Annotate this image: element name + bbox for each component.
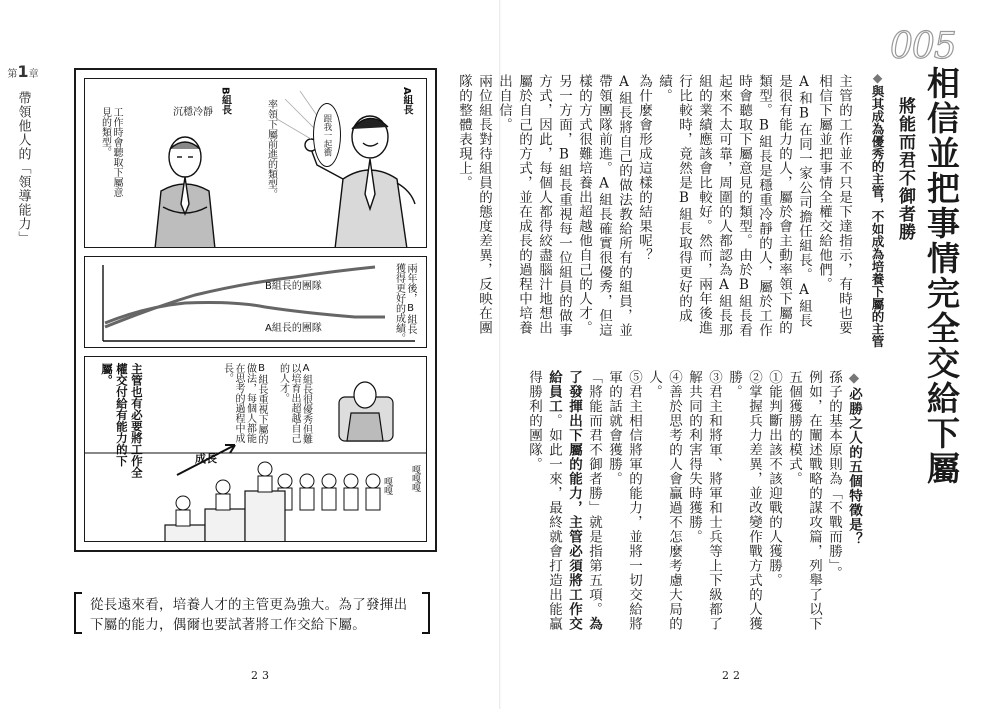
panel-1-caption-b-sub: 沉穩冷靜 bbox=[173, 107, 213, 118]
sub-title: 將能而君不御者勝 bbox=[895, 97, 915, 241]
body-paragraph-8 bbox=[524, 370, 604, 640]
list-item-2: ②掌握兵力差異，並改變作戰方式的人獲勝。 bbox=[726, 370, 762, 631]
heading-text: 必勝之人的五個特徵是？ bbox=[846, 387, 862, 547]
main-title: 相信並把事情完全交給下屬 bbox=[922, 66, 961, 486]
list-item-1: ①能判斷出該不該迎戰的人獲勝。 bbox=[766, 370, 782, 588]
lead-marker: ◆ bbox=[870, 70, 885, 85]
chapter-number bbox=[7, 62, 38, 81]
comic-panel-1 bbox=[84, 78, 427, 248]
panel-3-message: 主管也有必要將工作全權交付給有能力的下屬。 bbox=[99, 363, 144, 478]
body-paragraph-7: 例如，在闡述戰略的謀攻篇，列舉了以下五個獲勝的模式。 bbox=[786, 370, 822, 631]
page-number-right: 22 bbox=[722, 669, 744, 682]
body-paragraph-3: 為什麼會形成這樣的結果呢？ bbox=[636, 74, 652, 263]
panel-1-caption-b-title: B組長 bbox=[219, 87, 231, 115]
lead-text: 與其成為優秀的主管，不如成為培養下屬的主管 bbox=[870, 85, 885, 348]
heading-marker: ◆ bbox=[846, 370, 862, 387]
seated-leader-figure bbox=[339, 382, 393, 441]
body-column-upper bbox=[456, 74, 854, 342]
panel-1-caption-a-title: A組長 bbox=[401, 87, 412, 115]
para8-post: 。如此一來，最終就會打造出能贏得勝利的團隊。 bbox=[526, 370, 562, 631]
body-paragraph-5: 兩位組長對待組員的態度差異，反映在團隊的整體表現上。 bbox=[456, 74, 492, 335]
chapter-number-value: 1 bbox=[17, 62, 29, 81]
panel-3-caption-a: A組長很優秀但難以培育出超越自己的人才。 bbox=[277, 363, 312, 444]
panel-1-caption-b-body: 工作時會聽取下屬意見的類型。 bbox=[99, 107, 122, 197]
list-item-4: ④善於思考的人會贏過不怎麼考慮大局的人。 bbox=[646, 370, 682, 631]
chapter-title: 帶領他人的「領導能力」 bbox=[15, 91, 31, 245]
section-heading bbox=[844, 370, 864, 640]
audience-figures bbox=[278, 474, 380, 510]
panel-3-caption-b: B組長重視下屬的做法，每個人都能在思考的過程中成長。 bbox=[221, 363, 267, 444]
body-column-lower bbox=[526, 370, 864, 640]
comic-panel-3 bbox=[84, 356, 427, 542]
chapter-tab bbox=[4, 62, 42, 245]
chapter-label-post: 章 bbox=[28, 69, 39, 80]
para8-pre: 「將能而君不御者勝」就是指第五項。 bbox=[586, 370, 602, 617]
panel-1-caption-a-body: 率領下屬前進的類型。 bbox=[265, 99, 277, 199]
body-paragraph-2: A和B在同一家公司擔任組長。A組長是很有能力的人，屬於會主動率領下屬的類型。B組長是穩重冷靜的人，屬於工作時會聽取下屬意見的類型。由於B組長看起來不太可靠，周圍的人都認為A組長那組的業績應該會比較好。然而，兩年後進行比較時，竟然是B組長取得更好的成績。 bbox=[656, 74, 812, 338]
panel-3-growth-label: 成長 bbox=[195, 452, 217, 465]
panel-3-sfx-a: 嘎嘎嘎 bbox=[410, 465, 420, 492]
closing-bracket-right bbox=[422, 592, 430, 634]
panel-3-sfx-b: 嘎嘎 bbox=[382, 477, 392, 495]
panel-1-speech-balloon: 跟我一起衝 bbox=[313, 103, 341, 167]
section-number: 005 bbox=[890, 26, 956, 67]
comic-panel-2 bbox=[84, 256, 427, 348]
panel-2-note: 兩年後，B組長獲得更好的成績。 bbox=[393, 263, 416, 343]
para8-emphasis: 為了發揮出下屬的能力，主管必須將工作交給員工 bbox=[546, 370, 602, 631]
panel-2-label-b: B組長的團隊 bbox=[265, 281, 322, 292]
body-paragraph-1: 主管的工作並不只是下達指示，有時也要相信下屬並把事情全權交給他們。 bbox=[816, 74, 852, 335]
chapter-label-pre: 第 bbox=[7, 69, 18, 80]
growth-graph bbox=[85, 257, 427, 348]
closing-summary-box bbox=[74, 592, 430, 634]
lead-summary bbox=[868, 70, 886, 348]
list-item-3: ③君主和將軍、將軍和士兵等上下級都了解共同的利害得失時獲勝。 bbox=[686, 370, 722, 631]
team-b-line bbox=[105, 267, 375, 327]
list-item-5: ⑤君主相信將軍的能力，並將一切交給將軍的話就會獲勝。 bbox=[606, 370, 642, 631]
team-a-line bbox=[105, 303, 385, 324]
closing-bracket-left bbox=[74, 592, 82, 634]
closing-text: 從長遠來看，培養人才的主管更為強大。為了發揮出下屬的能力，偶爾也要試著將工作交給下屬。 bbox=[90, 597, 408, 633]
manager-b-figure bbox=[155, 137, 215, 248]
body-paragraph-4: A組長將自己的做法教給所有的組員，並帶領團隊前進。A組長確實很優秀，但這樣的方式很難培養出超越他自己的人才。另一方面，B組長重視每一位組員的做事方式，因此，每個人都得絞盡腦汁地想出屬於自己的方式，並在成長的過程中培養出自信。 bbox=[496, 74, 632, 338]
body-paragraph-6: 孫子的基本原則為「不戰而勝」。 bbox=[826, 370, 842, 581]
comic-illustration bbox=[74, 68, 437, 552]
panel-1-drawing bbox=[85, 79, 427, 248]
panel-2-label-a: A組長的團隊 bbox=[265, 323, 322, 334]
page-number-left: 23 bbox=[251, 669, 273, 682]
